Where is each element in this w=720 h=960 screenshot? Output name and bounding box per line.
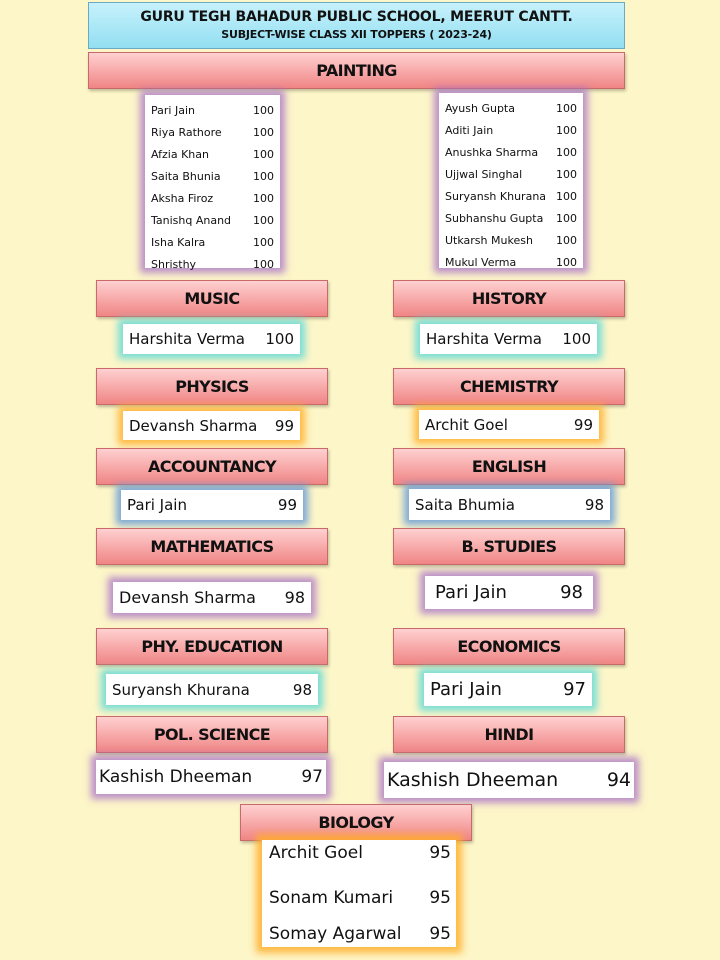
hindi-topper — [384, 762, 634, 798]
topper-score: 95 — [429, 843, 451, 863]
biology-header: BIOLOGY — [240, 804, 472, 841]
painting-list-right — [439, 93, 583, 268]
topper-score: 100 — [556, 189, 577, 203]
topper-name: Ujjwal Singhal — [445, 167, 523, 181]
music-topper — [123, 324, 300, 354]
history-topper — [420, 324, 597, 354]
list-item — [151, 253, 274, 275]
biology-toppers — [262, 840, 456, 947]
list-item — [151, 187, 274, 209]
polsci-header: POL. SCIENCE — [96, 716, 328, 753]
topper-name: Suryansh Khurana — [445, 189, 547, 203]
accountancy-topper — [121, 490, 303, 520]
list-item — [151, 209, 274, 231]
list-item — [445, 141, 577, 163]
topper-name: Saita Bhumia — [415, 495, 515, 514]
school-title-banner — [88, 2, 625, 49]
hindi-header: HINDI — [393, 716, 625, 753]
topper-name: Archit Goel — [425, 415, 508, 434]
topper-name: Kashish Dheeman — [387, 769, 559, 791]
topper-name: Harshita Verma — [129, 330, 246, 348]
bstudies-header: B. STUDIES — [393, 528, 625, 565]
topper-score: 100 — [556, 145, 577, 159]
topper-score: 100 — [253, 191, 274, 205]
english-topper — [409, 489, 610, 520]
topper-score: 98 — [584, 495, 604, 514]
topper-score: 99 — [277, 496, 297, 514]
topper-score: 100 — [253, 147, 274, 161]
topper-score: 100 — [556, 233, 577, 247]
topper-score: 98 — [292, 680, 312, 699]
topper-name: Afzia Khan — [151, 147, 209, 161]
topper-name: Aditi Jain — [445, 123, 494, 137]
list-item — [269, 888, 451, 908]
history-header: HISTORY — [393, 280, 625, 317]
list-item — [151, 165, 274, 187]
topper-score: 100 — [253, 235, 274, 249]
list-item — [151, 99, 274, 121]
topper-name: Kashish Dheeman — [99, 767, 253, 787]
topper-score: 100 — [556, 211, 577, 225]
topper-score: 100 — [253, 213, 274, 227]
topper-name: Harshita Verma — [426, 330, 543, 348]
topper-name: Devansh Sharma — [119, 588, 256, 607]
topper-name: Pari Jain — [151, 103, 195, 117]
mathematics-header: MATHEMATICS — [96, 528, 328, 565]
chemistry-header: CHEMISTRY — [393, 368, 625, 405]
topper-score: 100 — [556, 101, 577, 115]
topper-score: 100 — [253, 169, 274, 183]
polsci-topper — [96, 760, 326, 794]
topper-name: Archit Goel — [269, 843, 363, 863]
school-name: GURU TEGH BAHADUR PUBLIC SCHOOL, MEERUT CANTT. — [140, 9, 573, 25]
list-item — [445, 97, 577, 119]
topper-name: Aksha Firoz — [151, 191, 214, 205]
list-item — [269, 843, 451, 863]
topper-name: Anushka Sharma — [445, 145, 539, 159]
list-item — [445, 185, 577, 207]
topper-score: 98 — [560, 582, 583, 603]
physics-header: PHYSICS — [96, 368, 328, 405]
phyed-header: PHY. EDUCATION — [96, 628, 328, 665]
accountancy-header: ACCOUNTANCY — [96, 448, 328, 485]
topper-name: Devansh Sharma — [129, 416, 258, 435]
topper-score: 100 — [556, 167, 577, 181]
topper-score: 95 — [429, 924, 451, 944]
topper-name: Isha Kalra — [151, 235, 206, 249]
list-item — [151, 231, 274, 253]
mathematics-topper — [113, 582, 311, 613]
list-item — [445, 163, 577, 185]
topper-score: 100 — [253, 125, 274, 139]
topper-name: Pari Jain — [435, 582, 507, 603]
bstudies-topper — [425, 576, 593, 609]
topper-name: Saita Bhunia — [151, 169, 221, 183]
topper-name: Riya Rathore — [151, 125, 222, 139]
english-header: ENGLISH — [393, 448, 625, 485]
list-item — [445, 119, 577, 141]
topper-name: Ayush Gupta — [445, 101, 515, 115]
physics-topper — [123, 411, 300, 440]
topper-score: 100 — [556, 123, 577, 137]
topper-name: Mukul Verma — [445, 255, 517, 269]
topper-name: Suryansh Khurana — [112, 680, 250, 699]
topper-name: Shristhy — [151, 257, 197, 271]
list-item — [445, 251, 577, 273]
topper-name: Somay Agarwal — [269, 924, 402, 944]
economics-header: ECONOMICS — [393, 628, 625, 665]
music-header: MUSIC — [96, 280, 328, 317]
topper-score: 95 — [429, 888, 451, 908]
phyed-topper — [106, 674, 318, 705]
list-item — [151, 121, 274, 143]
topper-score: 100 — [556, 255, 577, 269]
topper-name: Tanishq Anand — [151, 213, 232, 227]
topper-name: Pari Jain — [127, 496, 187, 514]
chemistry-topper — [419, 410, 599, 439]
topper-score: 97 — [563, 679, 586, 700]
painting-list-left — [145, 95, 280, 271]
topper-name: Subhanshu Gupta — [445, 211, 544, 225]
topper-name: Pari Jain — [430, 679, 502, 700]
topper-score: 94 — [606, 769, 631, 791]
economics-topper — [424, 673, 592, 706]
list-item — [445, 207, 577, 229]
topper-score: 100 — [253, 103, 274, 117]
topper-name: Utkarsh Mukesh — [445, 233, 533, 247]
page-subtitle: SUBJECT-WISE CLASS XII TOPPERS ( 2023-24) — [221, 28, 492, 41]
topper-score: 100 — [253, 257, 274, 271]
topper-score: 98 — [284, 588, 305, 607]
topper-score: 99 — [573, 415, 593, 434]
topper-score: 99 — [274, 416, 294, 435]
topper-score: 100 — [562, 330, 591, 348]
list-item — [445, 229, 577, 251]
topper-name: Sonam Kumari — [269, 888, 394, 908]
painting-header: PAINTING — [88, 52, 625, 89]
list-item — [269, 924, 451, 944]
list-item — [151, 143, 274, 165]
topper-score: 100 — [265, 330, 294, 348]
topper-score: 97 — [301, 767, 323, 787]
